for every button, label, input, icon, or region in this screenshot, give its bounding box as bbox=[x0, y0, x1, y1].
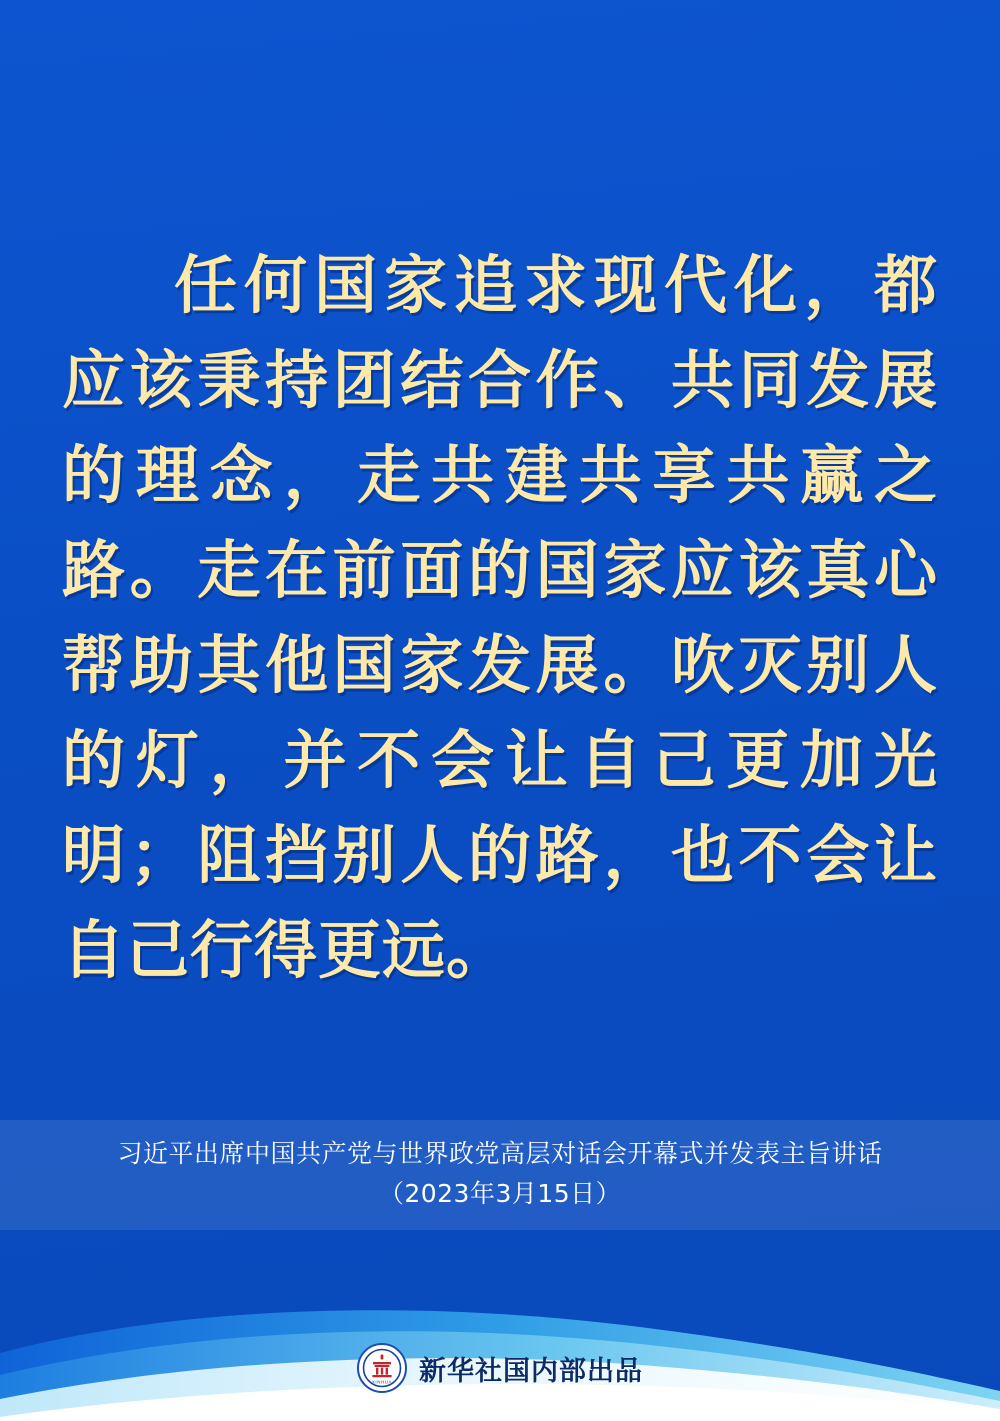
xinhua-emblem-icon bbox=[357, 1343, 407, 1393]
quote-text: 任何国家追求现代化，都应该秉持团结合作、共同发展的理念，走共建共享共赢之路。走在前面的国家应该真心帮助其他国家发展。吹灭别人的灯，并不会让自己更加光明；阻挡别人的路，也不会让自己行得更远。 bbox=[62, 248, 938, 987]
caption-bar bbox=[0, 1120, 1000, 1230]
svg-text:XINHUA: XINHUA bbox=[371, 1379, 393, 1385]
source-label: 新华社国内部出品 bbox=[419, 1355, 643, 1387]
source-row bbox=[0, 1343, 1000, 1393]
caption-title: 习近平出席中国共产党与世界政党高层对话会开幕式并发表主旨讲话 bbox=[117, 1139, 883, 1168]
caption-date: （2023年3月15日） bbox=[378, 1179, 622, 1208]
quote-block bbox=[62, 238, 938, 998]
wave-decoration bbox=[0, 1241, 1000, 1421]
